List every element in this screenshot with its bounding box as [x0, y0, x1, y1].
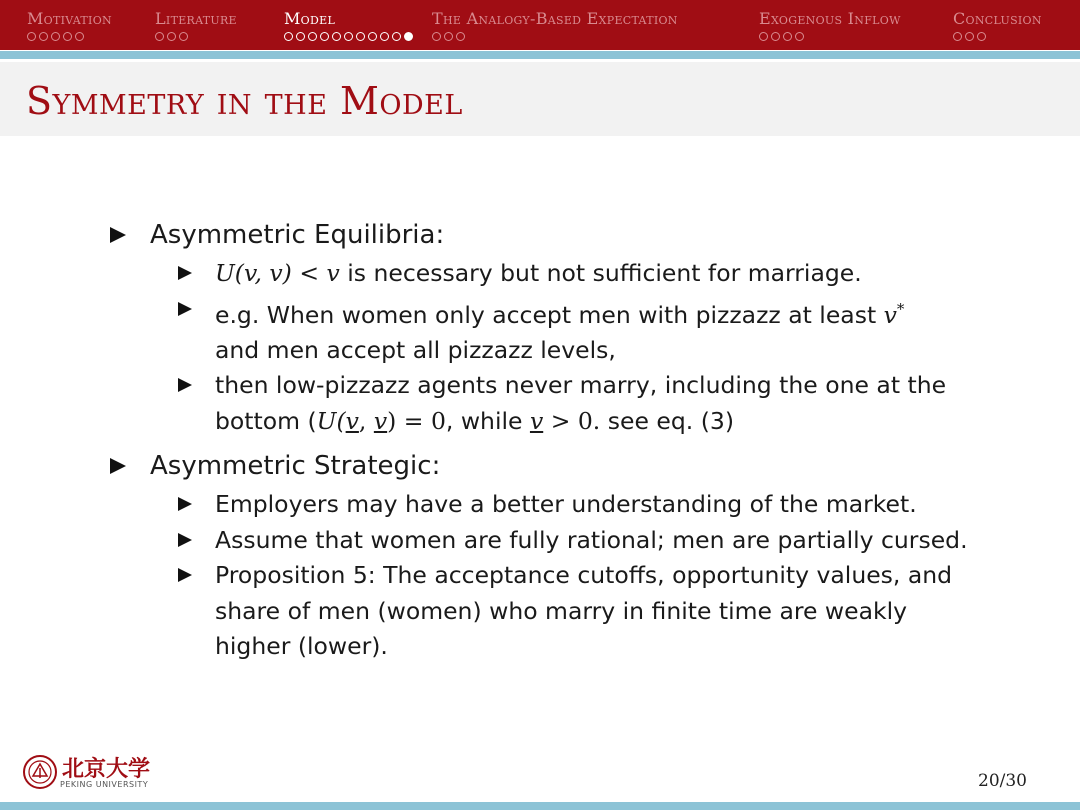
nav-progress-dot[interactable] — [39, 32, 48, 41]
sub-bullet-list — [108, 256, 1028, 439]
nav-section-conclusion[interactable]: Conclusion — [953, 9, 1042, 28]
sub-bullet — [108, 523, 1028, 559]
bullet-triangle-icon — [178, 568, 192, 582]
nav-progress-dot[interactable] — [953, 32, 962, 41]
math-expression: , — [358, 406, 374, 435]
bullet-asymmetric-strategic — [108, 445, 1028, 487]
university-seal-icon — [22, 754, 58, 790]
bullet-asymmetric-equilibria — [108, 214, 1028, 256]
sub-bullet-text: , while — [445, 406, 530, 435]
university-logo-subtitle: PEKING UNIVERSITY — [60, 780, 149, 789]
math-superscript: * — [896, 299, 905, 318]
nav-section-analogy-based-expectation[interactable]: The Analogy-Based Expectation — [432, 9, 678, 28]
nav-progress-dot[interactable] — [296, 32, 305, 41]
sub-bullet-list — [108, 487, 1028, 665]
sub-bullet-text: is necessary but not sufficient for marriage. — [339, 259, 862, 287]
math-variable: v — [883, 300, 897, 329]
bullet-triangle-icon — [110, 227, 126, 243]
nav-progress-dot[interactable] — [783, 32, 792, 41]
sub-bullet-text: then low-pizzazz agents never marry, including the one at the — [215, 371, 947, 400]
nav-progress-dot[interactable] — [284, 32, 293, 41]
nav-progress-dot[interactable] — [75, 32, 84, 41]
nav-progress-dot[interactable] — [771, 32, 780, 41]
sub-bullet-text: higher (lower). — [215, 632, 388, 661]
math-expression: > 0. — [543, 406, 601, 435]
sub-bullet — [108, 256, 1028, 292]
bottom-accent-rule — [0, 802, 1080, 810]
nav-progress-dot[interactable] — [368, 32, 377, 41]
bullet-triangle-icon — [178, 497, 192, 511]
bullet-triangle-icon — [178, 302, 192, 316]
bullet-heading: Asymmetric Strategic: — [150, 451, 441, 482]
sub-bullet-text: and men accept all pizzazz levels, — [215, 335, 616, 364]
section-navbar — [0, 0, 1080, 50]
nav-progress-dot[interactable] — [380, 32, 389, 41]
sub-bullet — [108, 292, 1028, 369]
nav-dots-model[interactable] — [284, 32, 413, 41]
math-variable: v — [529, 406, 544, 435]
math-variable: v — [345, 406, 359, 435]
math-expression: U(v, v) < v — [215, 259, 340, 287]
nav-section-model[interactable]: Model — [284, 9, 336, 28]
bullet-triangle-icon — [178, 533, 192, 547]
nav-dots-conclusion[interactable] — [953, 32, 986, 41]
nav-progress-dot[interactable] — [155, 32, 164, 41]
nav-progress-dot[interactable] — [51, 32, 60, 41]
sub-bullet-text: bottom ( — [215, 406, 317, 435]
nav-progress-dot[interactable] — [977, 32, 986, 41]
slide-content — [108, 214, 1028, 671]
sub-bullet-text: see eq. (3) — [600, 406, 734, 435]
math-variable: v — [373, 406, 388, 435]
university-logo-text: 北京大学 — [62, 756, 151, 782]
nav-progress-dot[interactable] — [965, 32, 974, 41]
nav-progress-dot[interactable] — [27, 32, 36, 41]
bullet-triangle-icon — [178, 266, 192, 280]
top-accent-rule — [0, 51, 1080, 59]
nav-progress-dot[interactable] — [167, 32, 176, 41]
sub-bullet-text: Employers may have a better understanding of the market. — [215, 490, 917, 519]
nav-progress-dot[interactable] — [759, 32, 768, 41]
nav-progress-dot[interactable] — [444, 32, 453, 41]
nav-progress-dot[interactable] — [344, 32, 353, 41]
nav-progress-dot[interactable] — [356, 32, 365, 41]
nav-progress-dot[interactable] — [456, 32, 465, 41]
nav-progress-dot[interactable] — [320, 32, 329, 41]
nav-section-literature[interactable]: Literature — [155, 9, 237, 28]
page-number: 20/30 — [978, 771, 1027, 791]
nav-progress-dot[interactable] — [308, 32, 317, 41]
nav-progress-dot[interactable] — [795, 32, 804, 41]
nav-progress-dot[interactable] — [392, 32, 401, 41]
sub-bullet-text: Assume that women are fully rational; men are partially cursed. — [215, 525, 968, 554]
nav-section-motivation[interactable]: Motivation — [27, 9, 112, 28]
nav-section-exogenous-inflow[interactable]: Exogenous Inflow — [759, 9, 901, 28]
math-expression: U( — [316, 406, 346, 435]
sub-bullet — [108, 368, 1028, 439]
sub-bullet-text: e.g. When women only accept men with pizzazz at least — [215, 300, 884, 329]
nav-progress-dot[interactable] — [432, 32, 441, 41]
nav-dots-analogy-based-expectation[interactable] — [432, 32, 465, 41]
nav-progress-dot[interactable] — [332, 32, 341, 41]
nav-progress-dot[interactable] — [63, 32, 72, 41]
slide-title: Symmetry in the Model — [26, 79, 463, 123]
university-logo — [20, 748, 160, 798]
bullet-triangle-icon — [110, 458, 126, 474]
nav-progress-dot[interactable] — [404, 32, 413, 41]
nav-dots-exogenous-inflow[interactable] — [759, 32, 804, 41]
sub-bullet — [108, 558, 1028, 665]
nav-dots-motivation[interactable] — [27, 32, 84, 41]
sub-bullet-text: Proposition 5: The acceptance cutoffs, opportunity values, and — [215, 561, 953, 590]
sub-bullet-text: share of men (women) who marry in finite time are weakly — [215, 596, 908, 625]
bullet-triangle-icon — [178, 378, 192, 392]
sub-bullet — [108, 487, 1028, 523]
nav-progress-dot[interactable] — [179, 32, 188, 41]
bullet-heading: Asymmetric Equilibria: — [150, 220, 445, 250]
math-expression: ) = 0 — [387, 406, 446, 435]
nav-dots-literature[interactable] — [155, 32, 188, 41]
